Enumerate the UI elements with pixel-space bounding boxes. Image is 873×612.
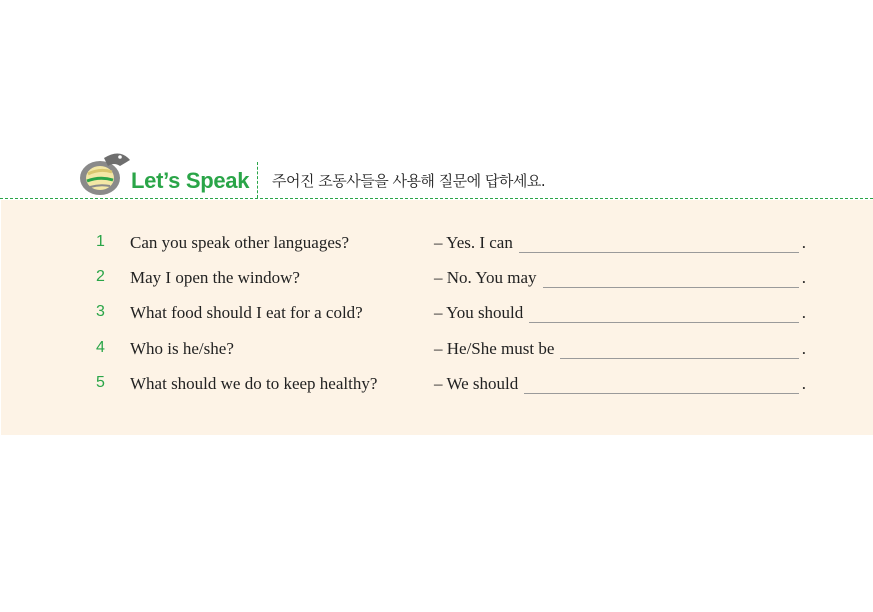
exercise-row [0, 337, 873, 363]
exercise-question: What food should I eat for a cold? [130, 303, 363, 322]
answer-end: . [801, 339, 806, 358]
answer-prompt: – He/She must be [434, 339, 555, 358]
exercise-answer [434, 303, 806, 323]
exercise-number: 2 [96, 268, 105, 285]
exercise-row [0, 372, 873, 398]
answer-end: . [801, 233, 806, 252]
exercise-question: Can you speak other languages? [130, 233, 350, 252]
exercise-question: Who is he/she? [130, 339, 234, 358]
answer-prompt: – Yes. I can [434, 233, 513, 252]
divider-vertical [257, 162, 258, 198]
answer-end: . [801, 303, 806, 322]
answer-blank[interactable] [543, 271, 799, 288]
exercise-answer [434, 374, 806, 394]
instruction-text: 주어진 조동사들을 사용해 질문에 답하세요. [272, 172, 546, 190]
exercise-row [0, 231, 873, 257]
answer-blank[interactable] [529, 306, 798, 323]
exercise-number: 4 [96, 339, 105, 356]
divider-horizontal [0, 198, 873, 199]
exercise-number: 3 [96, 303, 105, 320]
answer-blank[interactable] [519, 236, 799, 253]
exercise-answer [434, 339, 806, 359]
answer-prompt: – No. You may [434, 268, 537, 287]
answer-blank[interactable] [524, 377, 798, 394]
answer-end: . [801, 374, 806, 393]
answer-prompt: – We should [434, 374, 519, 393]
exercise-question: May I open the window? [130, 268, 300, 287]
exercise-answer [434, 268, 806, 288]
exercise-question: What should we do to keep healthy? [130, 374, 378, 393]
answer-end: . [801, 268, 806, 287]
parrot-speak-icon [76, 148, 134, 198]
answer-blank[interactable] [560, 342, 798, 359]
section-title: Let’s Speak [131, 168, 250, 193]
exercise-answer [434, 233, 806, 253]
exercise-number: 1 [96, 233, 105, 250]
exercise-row [0, 266, 873, 292]
answer-prompt: – You should [434, 303, 524, 322]
exercise-number: 5 [96, 374, 105, 391]
exercise-row [0, 301, 873, 327]
